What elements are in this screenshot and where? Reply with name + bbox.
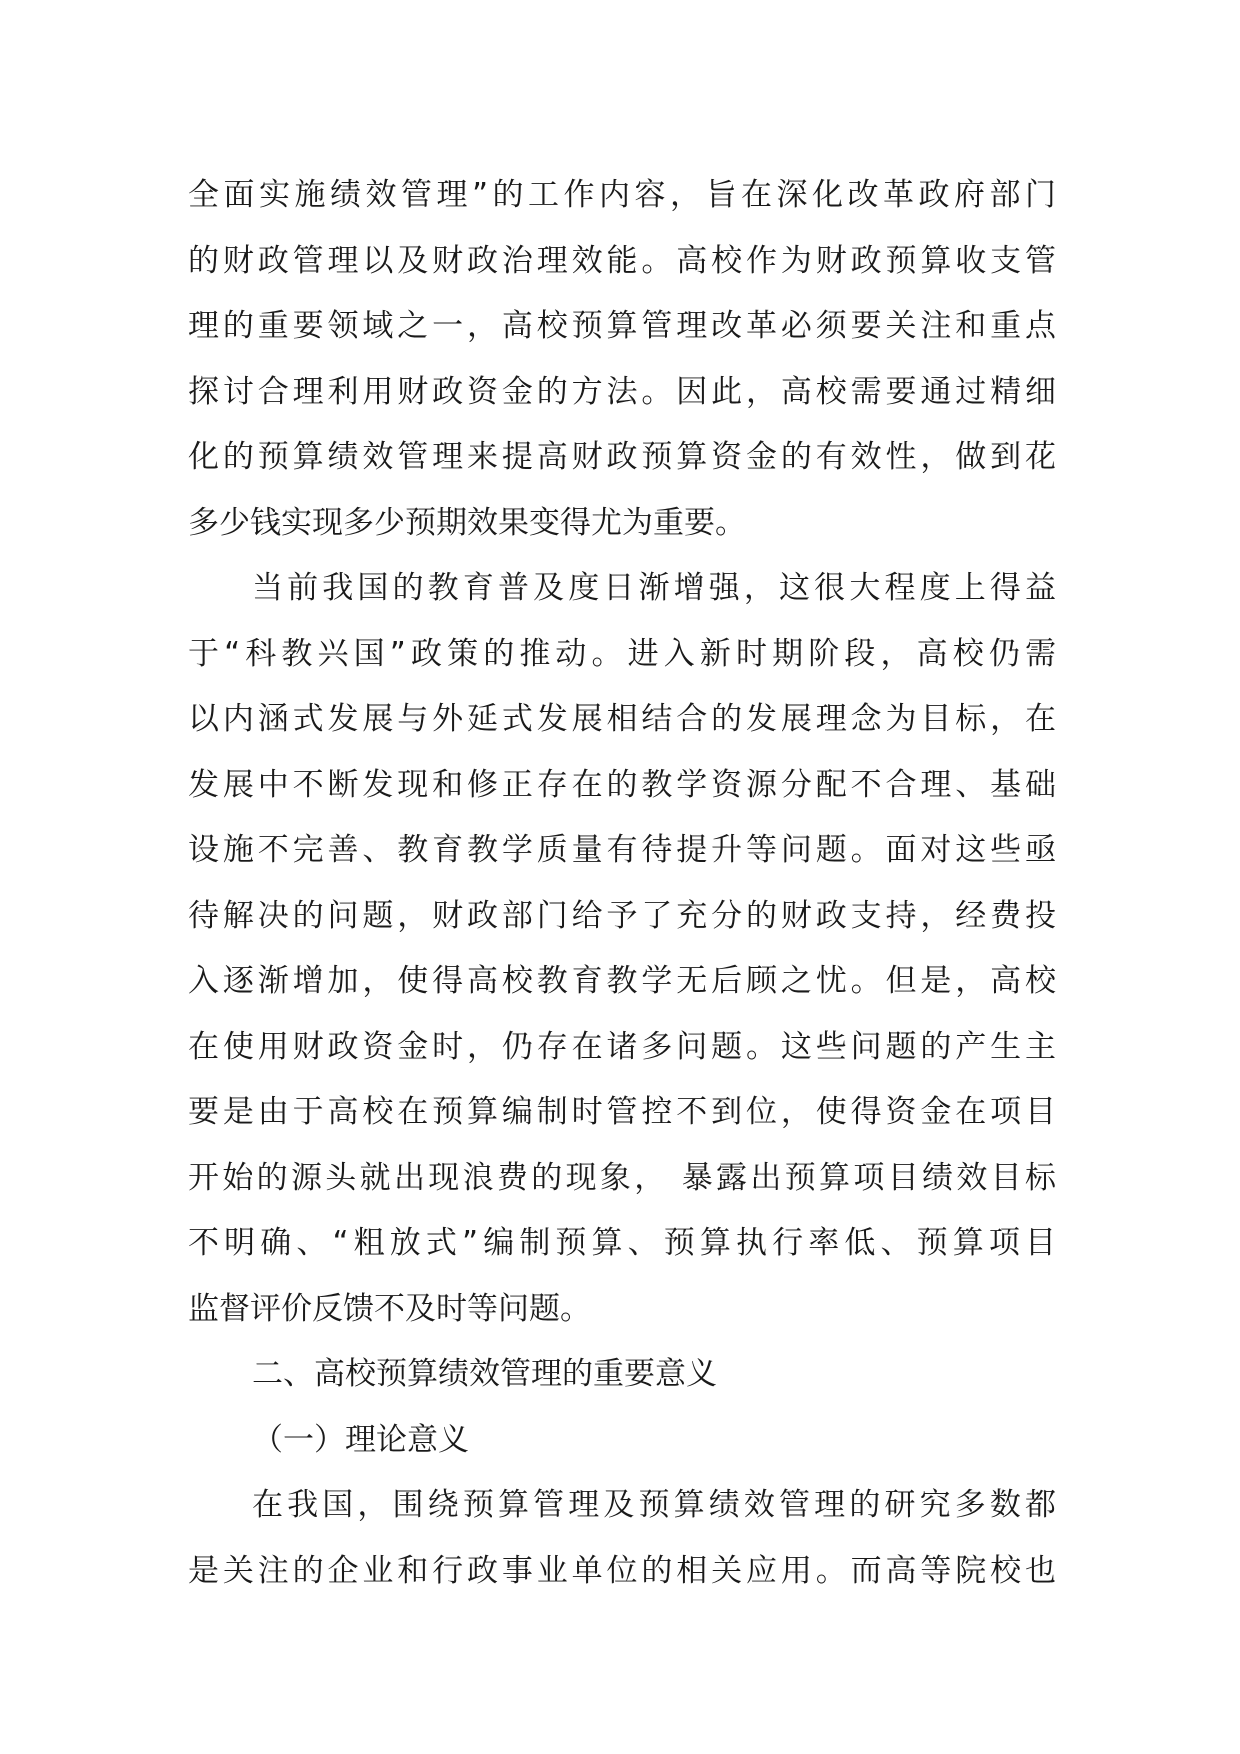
text-line: 探讨合理利用财政资金的方法。因此，高校需要通过精细 [188,373,1056,410]
text-line: 是关注的企业和行政事业单位的相关应用。而高等院校也 [188,1552,1056,1589]
paragraph-first-line: （一）理论意义 [252,1421,469,1458]
text-line: 全面实施绩效管理”的工作内容，旨在深化改革政府部门 [188,177,1056,213]
text-line: 在使用财政资金时，仍存在诸多问题。这些问题的产生主 [188,1028,1056,1065]
text-line: 待解决的问题，财政部门给予了充分的财政支持，经费投 [188,897,1056,934]
paragraph-first-line: 二、高校预算绩效管理的重要意义 [252,1356,717,1392]
paragraph-first-line: 在我国，围绕预算管理及预算绩效管理的研究多数都 [252,1487,1056,1523]
text-line: 理的重要领域之一，高校预算管理改革必须要关注和重点 [188,308,1056,344]
text-line: 于“科教兴国”政策的推动。进入新时期阶段，高校仍需 [188,635,1056,672]
document-page [188,163,1056,1604]
text-line: 监督评价反馈不及时等问题。 [188,1290,591,1327]
text-line: 以内涵式发展与外延式发展相结合的发展理念为目标，在 [188,701,1056,737]
text-line: 发展中不断发现和修正存在的教学资源分配不合理、基础 [188,766,1056,803]
text-line: 化的预算绩效管理来提高财政预算资金的有效性，做到花 [188,439,1056,475]
text-line: 入逐渐增加，使得高校教育教学无后顾之忧。但是，高校 [188,963,1056,999]
paragraph-first-line: 当前我国的教育普及度日渐增强，这很大程度上得益 [252,570,1056,606]
text-line: 设施不完善、教育教学质量有待提升等问题。面对这些亟 [188,832,1056,868]
text-line: 多少钱实现多少预期效果变得尤为重要。 [188,504,746,541]
text-line: 开始的源头就出现浪费的现象， 暴露出预算项目绩效目标 [188,1159,1056,1196]
text-line: 要是由于高校在预算编制时管控不到位，使得资金在项目 [188,1094,1056,1130]
text-line: 不明确、“粗放式”编制预算、预算执行率低、预算项目 [188,1225,1056,1261]
text-line: 的财政管理以及财政治理效能。高校作为财政预算收支管 [188,242,1056,279]
